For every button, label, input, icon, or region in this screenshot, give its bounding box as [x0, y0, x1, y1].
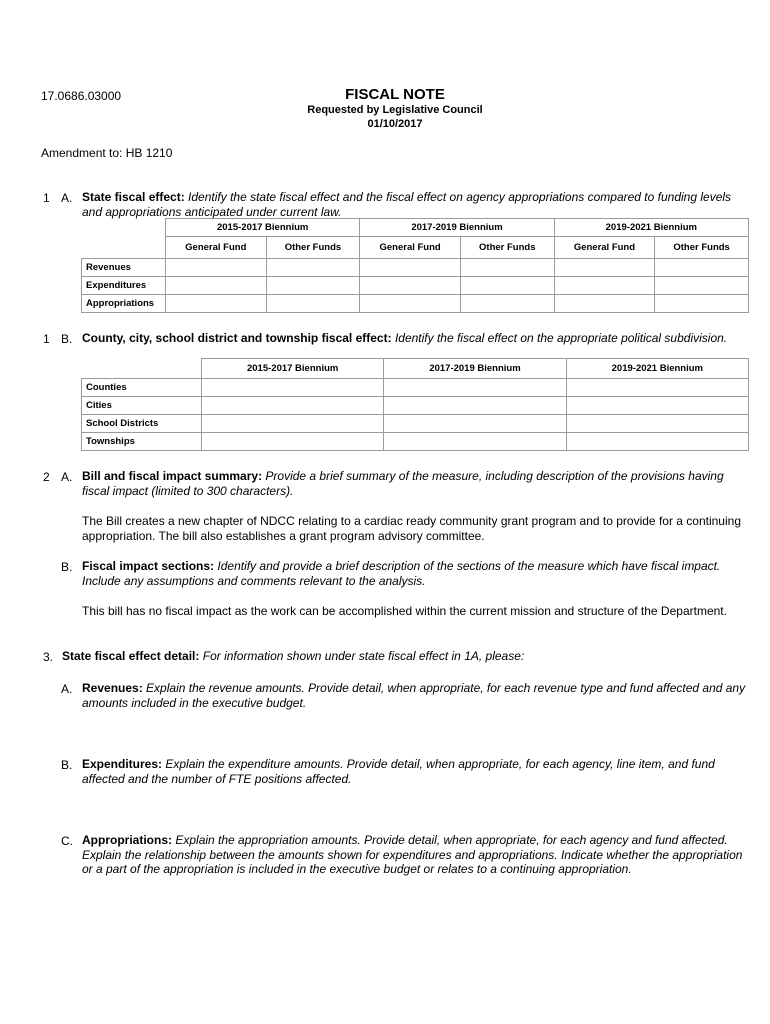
table-corner [82, 219, 166, 237]
value-cell [166, 294, 267, 312]
row-label: Appropriations [82, 294, 166, 312]
document-number: 17.0686.03000 [41, 89, 122, 103]
section-3c-letter: C. [61, 834, 73, 848]
page-title: FISCAL NOTE [345, 86, 445, 103]
section-3-title: State fiscal effect detail: [62, 649, 200, 663]
value-cell [202, 378, 384, 396]
section-2a-letter: A. [61, 470, 73, 484]
table-row [82, 396, 749, 414]
section-2a-instructions: Provide a brief summary of the measure, including description of the provisions having fiscal impact (limited to 300 characters). [82, 469, 724, 498]
section-1b-heading [82, 331, 752, 346]
table-row [82, 276, 749, 294]
section-1b-title: County, city, school district and township fiscal effect: [82, 331, 392, 345]
section-1b-letter: B. [61, 332, 73, 346]
section-1a-heading [82, 190, 752, 219]
local-fiscal-effect-table [81, 358, 749, 451]
section-3-heading [62, 649, 747, 664]
fund-header: Other Funds [460, 237, 554, 259]
value-cell [655, 258, 749, 276]
value-cell [266, 276, 360, 294]
row-label: Revenues [82, 258, 166, 276]
table-row [82, 378, 749, 396]
section-1a-letter: A. [61, 191, 73, 205]
biennium-header: 2017-2019 Biennium [384, 359, 566, 379]
value-cell [460, 258, 554, 276]
value-cell [554, 294, 655, 312]
amendment-line: Amendment to: HB 1210 [41, 146, 173, 160]
value-cell [655, 276, 749, 294]
section-3a-letter: A. [61, 682, 73, 696]
biennium-header: 2019-2021 Biennium [554, 219, 748, 237]
section-1b-instructions: Identify the fiscal effect on the appropriate political subdivision. [394, 331, 728, 345]
table-row [82, 294, 749, 312]
section-1a-number: 1 [43, 191, 50, 205]
biennium-header: 2015-2017 Biennium [202, 359, 384, 379]
row-label: Expenditures [82, 276, 166, 294]
value-cell [202, 396, 384, 414]
section-3c-title: Appropriations: [82, 833, 172, 847]
value-cell [166, 258, 267, 276]
state-fiscal-effect-table [81, 218, 749, 313]
section-3-instructions: For information shown under state fiscal effect in 1A, please: [202, 649, 525, 663]
value-cell [384, 378, 566, 396]
row-label: School Districts [82, 414, 202, 432]
section-2b-title: Fiscal impact sections: [82, 559, 215, 573]
section-3c-heading [82, 833, 754, 877]
value-cell [360, 294, 461, 312]
value-cell [202, 432, 384, 450]
value-cell [266, 294, 360, 312]
value-cell [554, 258, 655, 276]
section-2b-letter: B. [61, 560, 73, 574]
fund-header: General Fund [360, 237, 461, 259]
section-2a-heading [82, 469, 747, 498]
value-cell [460, 276, 554, 294]
section-2a-answer: The Bill creates a new chapter of NDCC relating to a cardiac ready community grant program and to provide for a continuing appropriation. The bill also establishes a grant program advisory committee. [82, 514, 741, 543]
value-cell [360, 276, 461, 294]
table-row [82, 432, 749, 450]
section-2b-instructions: Identify and provide a brief description of the sections of the measure which have fiscal impact. Include any assumptions and comments relevant to the analysis. [82, 559, 721, 588]
value-cell [566, 396, 748, 414]
table-row [82, 258, 749, 276]
table-corner [82, 359, 202, 379]
row-label: Townships [82, 432, 202, 450]
value-cell [566, 414, 748, 432]
section-3-number: 3. [43, 650, 54, 664]
section-3a-instructions: Explain the revenue amounts. Provide detail, when appropriate, for each revenue type and fund affected and any amounts included in the executive budget. [82, 681, 746, 710]
section-2b-heading [82, 559, 747, 588]
fund-header: Other Funds [266, 237, 360, 259]
section-3c-instructions: Explain the appropriation amounts. Provide detail, when appropriate, for each agency and fund affected. Explain the relationship between the amounts shown for expenditures and appropriations. Indicate whether the appropriation or a part of the appropriation is included in the executive budget or relates to a continuing appropriation. [82, 833, 743, 876]
section-3b-heading [82, 757, 747, 786]
fund-header: General Fund [554, 237, 655, 259]
table-row [82, 414, 749, 432]
value-cell [384, 432, 566, 450]
value-cell [266, 258, 360, 276]
value-cell [202, 414, 384, 432]
row-label: Cities [82, 396, 202, 414]
biennium-header: 2017-2019 Biennium [360, 219, 554, 237]
section-1a-instructions: Identify the state fiscal effect and the fiscal effect on agency appropriations compared to funding levels and appropriations anticipated under current law. [82, 190, 732, 219]
section-3b-instructions: Explain the expenditure amounts. Provide detail, when appropriate, for each agency, line item, and fund affected and the number of FTE positions affected. [82, 757, 715, 786]
value-cell [566, 378, 748, 396]
section-3b-title: Expenditures: [82, 757, 163, 771]
section-3a-title: Revenues: [82, 681, 143, 695]
table-corner [82, 237, 166, 259]
value-cell [384, 396, 566, 414]
section-3a-heading [82, 681, 747, 710]
value-cell [166, 276, 267, 294]
section-3b-letter: B. [61, 758, 73, 772]
section-2a-number: 2 [43, 470, 50, 484]
section-2b-answer: This bill has no fiscal impact as the work can be accomplished within the current mission and structure of the Department. [82, 604, 727, 618]
section-2a-title: Bill and fiscal impact summary: [82, 469, 263, 483]
fund-header: General Fund [166, 237, 267, 259]
section-1b-number: 1 [43, 332, 50, 346]
row-label: Counties [82, 378, 202, 396]
value-cell [384, 414, 566, 432]
value-cell [360, 258, 461, 276]
requested-by: Requested by Legislative Council [307, 104, 483, 116]
biennium-header: 2019-2021 Biennium [566, 359, 748, 379]
value-cell [655, 294, 749, 312]
value-cell [566, 432, 748, 450]
note-date: 01/10/2017 [367, 118, 423, 130]
section-1a-title: State fiscal effect: [82, 190, 185, 204]
biennium-header: 2015-2017 Biennium [166, 219, 360, 237]
fund-header: Other Funds [655, 237, 749, 259]
value-cell [460, 294, 554, 312]
value-cell [554, 276, 655, 294]
